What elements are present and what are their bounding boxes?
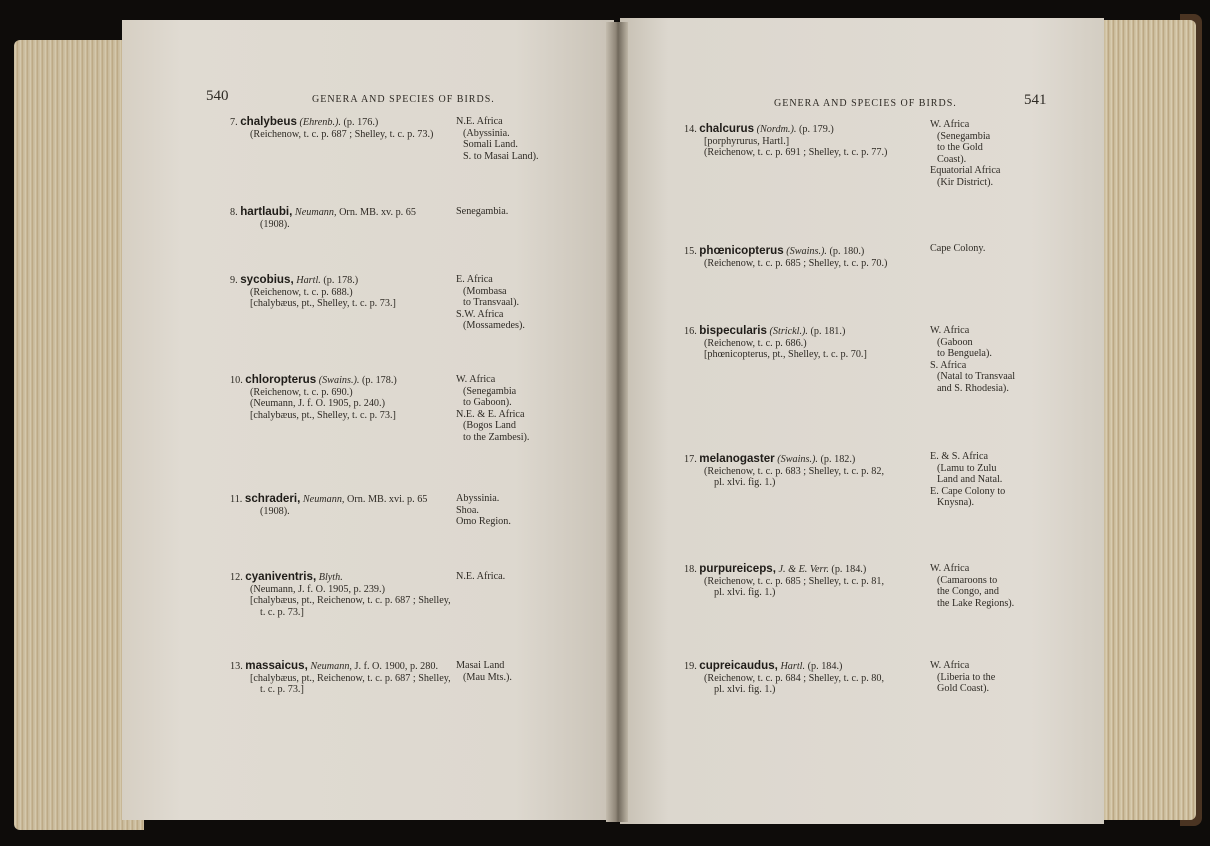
- entry-heading: [230, 274, 396, 287]
- entry-number: 15.: [684, 246, 700, 257]
- citation-line: pl. xlvi. fig. 1.): [714, 684, 776, 696]
- distribution: [456, 274, 525, 332]
- distribution-line: W. Africa: [930, 325, 970, 336]
- species-entry: [684, 245, 887, 269]
- right-page-block-edge: [1100, 20, 1196, 820]
- distribution-line: Gold Coast).: [937, 683, 990, 695]
- distribution: [456, 493, 511, 528]
- citation-line: (Reichenow, t. c. p. 688.): [250, 286, 353, 298]
- species-entry: [230, 571, 451, 618]
- species-authority: Neumann,: [310, 661, 352, 672]
- entry-heading: [684, 453, 884, 466]
- citation-line: (Reichenow, t. c. p. 684 ; Shelley, t. c. p. 80,: [704, 672, 885, 684]
- distribution-line: S. Africa: [930, 359, 967, 371]
- distribution-line: N.E. Africa: [456, 116, 503, 127]
- distribution-line: Equatorial Africa: [930, 165, 1001, 177]
- species-authority: (Nordm.).: [756, 124, 797, 135]
- citation-line: (Reichenow, t. c. p. 691 ; Shelley, t. c. p. 77.): [704, 147, 888, 159]
- distribution-line: Somali Land.: [463, 139, 518, 151]
- species-authority: (Swains.).: [318, 375, 360, 386]
- left-page-number: 540: [206, 88, 229, 104]
- species-entry: [684, 325, 867, 361]
- distribution-line: to the Gold: [937, 142, 983, 154]
- species-reference: (p. 179.): [798, 124, 834, 135]
- citation-line: [chalybæus, pt., Reichenow, t. c. p. 687 ; Shelley,: [250, 595, 451, 607]
- distribution-line: (Liberia to the: [937, 671, 996, 683]
- citation-line: [porphyrurus, Hartl.]: [704, 135, 790, 147]
- distribution-line: (Mombasa: [463, 285, 507, 297]
- entry-heading: [684, 660, 884, 673]
- species-entry: [230, 274, 396, 310]
- distribution-line: to Gaboon).: [463, 397, 512, 409]
- entry-number: 10.: [230, 375, 246, 386]
- distribution-line: to Transvaal).: [463, 297, 520, 309]
- species-name: chalcurus: [699, 122, 755, 135]
- species-reference: (p. 178.): [361, 375, 397, 386]
- distribution-line: Senegambia.: [456, 206, 509, 217]
- distribution-line: to the Zambesi).: [463, 431, 530, 443]
- species-reference: J. f. O. 1900, p. 280.: [354, 661, 438, 672]
- species-name: cupreicaudus,: [699, 659, 778, 672]
- citation-line: t. c. p. 73.]: [260, 684, 304, 696]
- distribution-line: (Natal to Transvaal: [937, 371, 1016, 383]
- distribution-line: and S. Rhodesia).: [937, 382, 1009, 394]
- distribution: [456, 116, 539, 162]
- entry-number: 7.: [230, 117, 241, 128]
- entry-heading: [684, 123, 887, 136]
- entry-heading: [230, 374, 397, 387]
- right-page-number: 541: [1024, 92, 1047, 108]
- species-reference: (p. 184.): [831, 564, 867, 575]
- distribution-line: Shoa.: [456, 504, 479, 516]
- entry-heading: [684, 563, 884, 576]
- distribution-line: W. Africa: [456, 374, 496, 385]
- citation-line: [chalybæus, pt., Reichenow, t. c. p. 687 ; Shelley,: [250, 672, 451, 684]
- citation-line: (Reichenow, t. c. p. 690.): [250, 386, 353, 398]
- distribution-line: (Mau Mts.).: [463, 671, 512, 683]
- species-entry: [230, 660, 451, 696]
- species-reference: (p. 182.): [820, 454, 856, 465]
- distribution: [930, 660, 995, 695]
- species-authority: (Strickl.).: [769, 326, 808, 337]
- species-entry: [684, 123, 887, 159]
- distribution-line: Cape Colony.: [930, 243, 986, 254]
- entry-heading: [230, 116, 433, 129]
- species-entry: [230, 493, 427, 517]
- species-name: purpureiceps,: [699, 562, 776, 575]
- distribution-line: W. Africa: [930, 119, 970, 130]
- species-name: massaicus,: [245, 659, 308, 672]
- citation-line: [chalybæus, pt., Shelley, t. c. p. 73.]: [250, 298, 396, 310]
- species-name: chalybeus: [240, 115, 297, 128]
- distribution-line: Abyssinia.: [456, 493, 500, 504]
- distribution-line: E. Cape Colony to: [930, 485, 1006, 497]
- distribution-line: E. & S. Africa: [930, 451, 989, 462]
- species-authority: Neumann,: [294, 207, 337, 218]
- distribution-line: (Mossamedes).: [463, 320, 525, 332]
- species-name: melanogaster: [699, 452, 775, 465]
- entry-heading: [684, 325, 867, 338]
- distribution: [456, 206, 508, 218]
- distribution-line: to Benguela).: [937, 348, 992, 360]
- distribution: [930, 325, 1015, 395]
- species-entry: [230, 374, 397, 421]
- citation-line: (Reichenow, t. c. p. 687 ; Shelley, t. c. p. 73.): [250, 128, 434, 140]
- distribution-line: (Abyssinia.: [463, 127, 510, 139]
- distribution: [930, 451, 1005, 509]
- distribution-line: S.W. Africa: [456, 308, 504, 320]
- distribution-line: Land and Natal.: [937, 474, 1003, 486]
- species-entry: [230, 206, 416, 230]
- distribution: [930, 119, 1000, 189]
- distribution: [930, 243, 985, 255]
- citation-line: (Neumann, J. f. O. 1905, p. 239.): [250, 583, 385, 595]
- book-gutter: [606, 22, 628, 822]
- right-running-head: GENERA AND SPECIES OF BIRDS.: [774, 98, 957, 109]
- species-name: bispecularis: [699, 324, 767, 337]
- entry-number: 14.: [684, 124, 700, 135]
- distribution-line: (Lamu to Zulu: [937, 462, 997, 474]
- entry-number: 8.: [230, 207, 241, 218]
- species-name: schraderi,: [244, 492, 301, 505]
- species-authority: (Swains.).: [786, 246, 827, 257]
- distribution-line: the Congo, and: [937, 586, 999, 598]
- distribution-line: E. Africa: [456, 274, 493, 285]
- species-reference: (p. 176.): [343, 117, 379, 128]
- distribution-line: N.E. Africa.: [456, 571, 506, 582]
- distribution: [456, 660, 512, 683]
- entry-number: 18.: [684, 564, 700, 575]
- species-reference: Orn. MB. xvi. p. 65: [347, 494, 428, 505]
- species-authority: Blyth.: [318, 572, 343, 583]
- species-name: cyaniventris,: [245, 570, 317, 583]
- distribution-line: (Kir District).: [937, 176, 994, 188]
- citation-line: (Neumann, J. f. O. 1905, p. 240.): [250, 398, 385, 410]
- entry-number: 16.: [684, 326, 700, 337]
- species-reference: (p. 181.): [810, 326, 846, 337]
- distribution-line: (Senegambia: [463, 385, 517, 397]
- citation-line: (Reichenow, t. c. p. 685 ; Shelley, t. c. p. 81,: [704, 575, 885, 587]
- citation-line: [chalybæus, pt., Shelley, t. c. p. 73.]: [250, 409, 396, 421]
- distribution-line: Knysna).: [937, 497, 975, 509]
- species-entry: [230, 116, 433, 140]
- entry-heading: [230, 571, 451, 584]
- entry-number: 11.: [230, 494, 245, 505]
- citation-line: [phœnicopterus, pt., Shelley, t. c. p. 70.]: [704, 349, 867, 361]
- species-name: phœnicopterus: [699, 244, 784, 257]
- species-reference: (p. 180.): [829, 246, 865, 257]
- species-authority: Neumann,: [302, 494, 345, 505]
- distribution-line: Coast).: [937, 153, 967, 165]
- distribution: [456, 571, 505, 583]
- species-entry: [684, 660, 884, 696]
- species-authority: J. & E. Verr.: [778, 564, 829, 575]
- entry-heading: [230, 206, 416, 219]
- distribution-line: Omo Region.: [456, 516, 511, 528]
- distribution-line: (Gaboon: [937, 336, 973, 348]
- species-name: hartlaubi,: [240, 205, 293, 218]
- distribution-line: W. Africa: [930, 660, 970, 671]
- citation-line: (Reichenow, t. c. p. 685 ; Shelley, t. c. p. 70.): [704, 257, 888, 269]
- entry-number: 9.: [230, 275, 241, 286]
- citation-line: (1908).: [260, 218, 290, 230]
- species-authority: (Swains.).: [777, 454, 818, 465]
- citation-line: pl. xlvi. fig. 1.): [714, 477, 776, 489]
- entry-number: 17.: [684, 454, 700, 465]
- distribution-line: N.E. & E. Africa: [456, 408, 525, 420]
- species-name: chloropterus: [245, 373, 317, 386]
- distribution-line: S. to Masai Land).: [463, 150, 539, 162]
- species-authority: Hartl.: [780, 661, 806, 672]
- distribution-line: Masai Land: [456, 660, 505, 671]
- distribution-line: (Senegambia: [937, 130, 991, 142]
- distribution-line: (Bogos Land: [463, 420, 516, 432]
- left-running-head: GENERA AND SPECIES OF BIRDS.: [312, 94, 495, 105]
- citation-line: (Reichenow, t. c. p. 683 ; Shelley, t. c. p. 82,: [704, 465, 885, 477]
- citation-line: t. c. p. 73.]: [260, 606, 304, 618]
- species-entry: [684, 563, 884, 599]
- entry-heading: [230, 493, 427, 506]
- entry-heading: [684, 245, 887, 258]
- entry-number: 12.: [230, 572, 246, 583]
- species-authority: (Ehrenb.).: [299, 117, 341, 128]
- entry-number: 19.: [684, 661, 700, 672]
- distribution: [930, 563, 1014, 609]
- distribution-line: (Camaroons to: [937, 574, 998, 586]
- distribution: [456, 374, 529, 444]
- distribution-line: W. Africa: [930, 563, 970, 574]
- species-authority: Hartl.: [296, 275, 321, 286]
- distribution-line: the Lake Regions).: [937, 597, 1015, 609]
- citation-line: (Reichenow, t. c. p. 686.): [704, 337, 807, 349]
- citation-line: pl. xlvi. fig. 1.): [714, 587, 776, 599]
- species-entry: [684, 453, 884, 489]
- entry-number: 13.: [230, 661, 246, 672]
- entry-heading: [230, 660, 451, 673]
- species-reference: (p. 184.): [807, 661, 843, 672]
- species-reference: Orn. MB. xv. p. 65: [339, 207, 416, 218]
- species-name: sycobius,: [240, 273, 294, 286]
- citation-line: (1908).: [260, 505, 290, 517]
- species-reference: (p. 178.): [323, 275, 359, 286]
